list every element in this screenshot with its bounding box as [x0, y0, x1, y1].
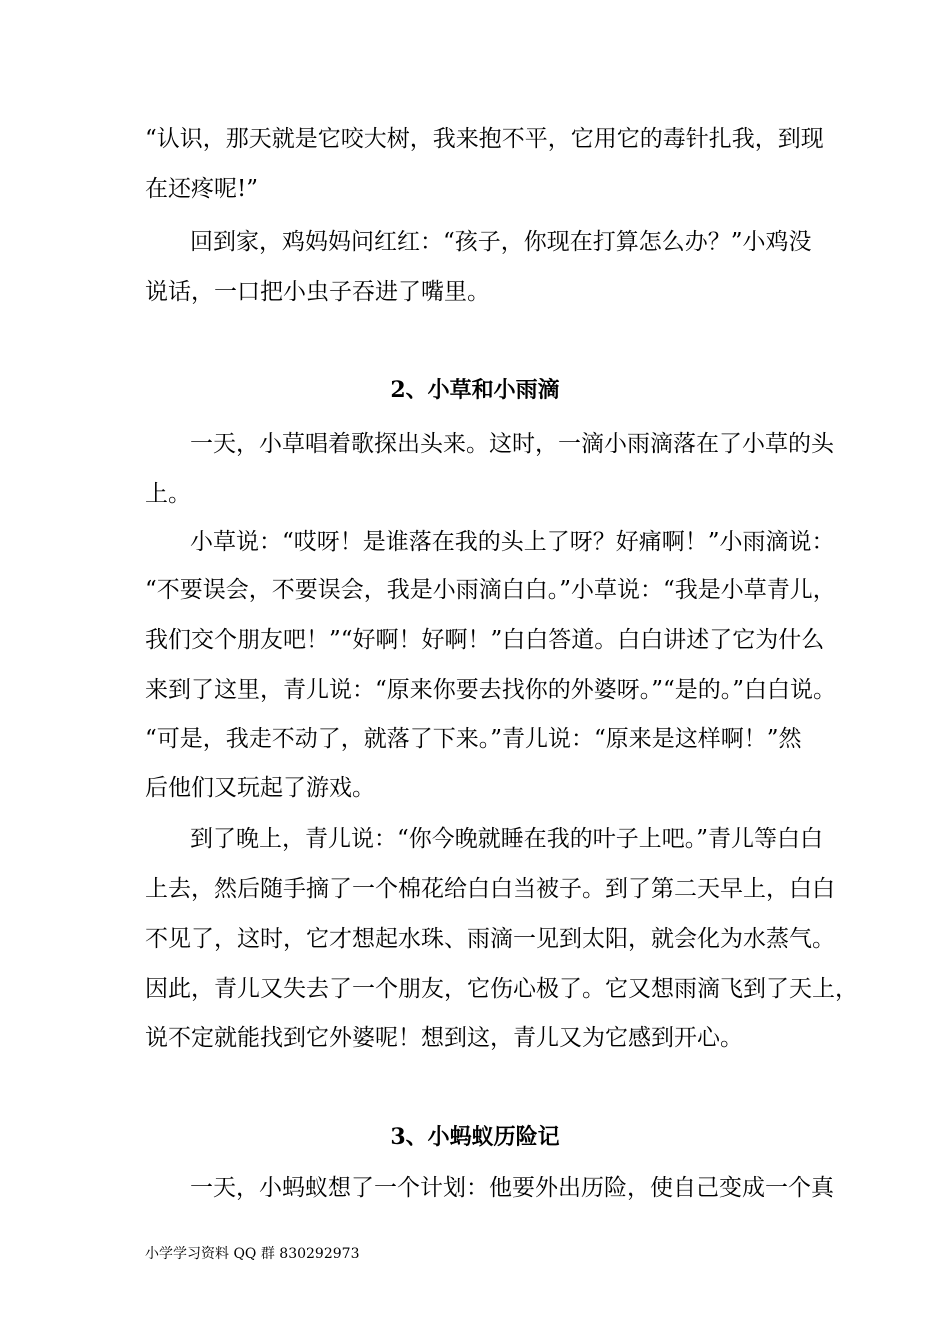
- paragraph-line: 上。: [145, 481, 191, 507]
- paragraph-line: 说话，一口把小虫子吞进了嘴里。: [145, 279, 490, 305]
- paragraph-line: 上去，然后随手摘了一个棉花给白白当被子。到了第二天早上，白白: [145, 876, 835, 902]
- paragraph-line: 一天，小蚂蚁想了一个计划：他要外出历险，使自己变成一个真: [190, 1175, 834, 1201]
- story-title: 3、小蚂蚁历险记: [390, 1124, 560, 1150]
- paragraph-line: “不要误会，不要误会，我是小雨滴白白。”小草说：“我是小草青儿，: [145, 577, 836, 603]
- paragraph-line: 到了晚上，青儿说：“你今晚就睡在我的叶子上吧。”青儿等白白: [190, 826, 824, 852]
- paragraph-line: 小草说：“哎呀！是谁落在我的头上了呀？好痛啊！”小雨滴说：: [190, 529, 835, 555]
- page-footer: 小学学习资料 QQ 群 830292973: [145, 1246, 360, 1262]
- paragraph-line: 说不定就能找到它外婆呢！想到这，青儿又为它感到开心。: [145, 1025, 743, 1051]
- paragraph-line: 一天，小草唱着歌探出头来。这时，一滴小雨滴落在了小草的头: [190, 431, 834, 457]
- paragraph-line: 来到了这里，青儿说：“原来你要去找你的外婆呀。”“是的。”白白说。: [145, 677, 837, 703]
- paragraph-line: “可是，我走不动了，就落了下来。”青儿说：“原来是这样啊！”然: [145, 726, 802, 752]
- paragraph-line: 后他们又玩起了游戏。: [145, 775, 375, 801]
- paragraph-line: 不见了，这时，它才想起水珠、雨滴一见到太阳，就会化为水蒸气。: [145, 926, 835, 952]
- paragraph-line: 回到家，鸡妈妈问红红：“孩子，你现在打算怎么办？”小鸡没: [190, 229, 812, 255]
- paragraph-line: 在还疼呢!”: [145, 176, 259, 202]
- paragraph-line: 因此，青儿又失去了一个朋友，它伤心极了。它又想雨滴飞到了天上，: [145, 976, 858, 1002]
- paragraph-line: 我们交个朋友吧！”“好啊！好啊！”白白答道。白白讲述了它为什么: [145, 627, 825, 653]
- paragraph-line: “认识，那天就是它咬大树，我来抱不平，它用它的毒针扎我，到现: [145, 126, 824, 152]
- story-title: 2、小草和小雨滴: [390, 377, 560, 403]
